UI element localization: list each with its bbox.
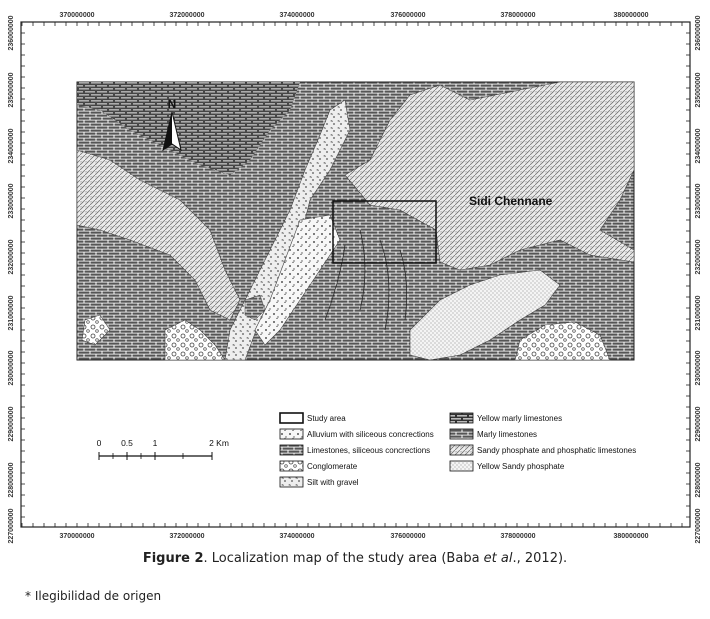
legend-label: Yellow Sandy phosphate (477, 462, 565, 471)
place-label-sidi-chennane: Sidi Chennane (469, 194, 553, 208)
legend-item (280, 429, 434, 439)
y-coord-label-left: 231000000 (8, 295, 15, 331)
legend-item (280, 413, 346, 423)
y-coord-label-left: 228000000 (8, 462, 15, 498)
y-coord-label-left: 229000000 (8, 406, 15, 442)
legend-label: Limestones, siliceous concrections (307, 446, 431, 455)
x-coord-label-top: 372000000 (169, 12, 205, 19)
legend-item (280, 445, 430, 455)
scale-label-2km: 2 Km (209, 438, 229, 448)
y-coord-label-right: 233000000 (695, 183, 702, 219)
x-coord-label-top: 376000000 (390, 12, 426, 19)
y-coord-label-left: 235000000 (8, 72, 15, 108)
y-coord-label-right: 234000000 (695, 128, 702, 164)
legend-item (450, 445, 636, 455)
x-coord-label-bottom: 372000000 (169, 533, 205, 540)
svg-text:N: N (167, 97, 177, 111)
y-coord-label-left: 230000000 (8, 350, 15, 386)
legend-item (280, 477, 359, 487)
y-coord-label-left: 234000000 (8, 128, 15, 164)
y-coord-label-right: 230000000 (695, 350, 702, 386)
x-coord-label-top: 374000000 (279, 12, 315, 19)
y-coord-label-right: 231000000 (695, 295, 702, 331)
legend-item (450, 429, 537, 439)
x-coord-label-bottom: 374000000 (279, 533, 315, 540)
legend-item (450, 461, 565, 471)
legend-label: Study area (307, 414, 346, 423)
x-coord-label-top: 378000000 (500, 12, 536, 19)
y-coord-label-right: 235000000 (695, 72, 702, 108)
scale-label-0: 0 (96, 438, 102, 448)
x-coord-label-bottom: 380000000 (613, 533, 649, 540)
y-coord-label-left: 233000000 (8, 183, 15, 219)
legend-item (450, 413, 562, 423)
caption-text-after: ., 2012). (512, 551, 568, 566)
y-coord-label-left: 236000000 (8, 15, 15, 51)
legend-label: Sandy phosphate and phosphatic limestones (477, 446, 637, 455)
geology-map-area (77, 82, 634, 360)
y-coord-label-right: 232000000 (695, 239, 702, 275)
legend-label: Silt with gravel (307, 478, 359, 487)
map-legend (280, 413, 636, 487)
y-coord-label-right: 227000000 (695, 508, 702, 544)
x-coord-label-bottom: 378000000 (500, 533, 536, 540)
x-coord-label-top: 380000000 (613, 12, 649, 19)
y-coord-label-left: 227000000 (8, 508, 15, 544)
y-coord-label-right: 236000000 (695, 15, 702, 51)
x-coord-label-bottom: 376000000 (390, 533, 426, 540)
y-coord-label-right: 228000000 (695, 462, 702, 498)
figure-label: Figure 2 (142, 551, 204, 566)
scale-label-0-5: 0.5 (121, 438, 133, 448)
source-note: * Ilegibilidad de origen (25, 589, 162, 603)
scale-label-1: 1 (152, 438, 158, 448)
legend-label: Conglomerate (307, 462, 358, 471)
y-coord-label-left: 232000000 (8, 239, 15, 275)
scale-bar (97, 438, 229, 460)
x-coord-label-bottom: 370000000 (59, 533, 95, 540)
caption-italic: et al (483, 551, 513, 566)
figure-caption (0, 551, 710, 566)
legend-label: Marly limestones (477, 430, 538, 439)
legend-label: Alluvium with siliceous concrections (307, 430, 434, 439)
x-coord-label-top: 370000000 (59, 12, 95, 19)
legend-label: Yellow marly limestones (477, 414, 563, 423)
caption-text-before: . Localization map of the study area (Baba (203, 551, 484, 566)
legend-item (280, 461, 358, 471)
y-coord-label-right: 229000000 (695, 406, 702, 442)
